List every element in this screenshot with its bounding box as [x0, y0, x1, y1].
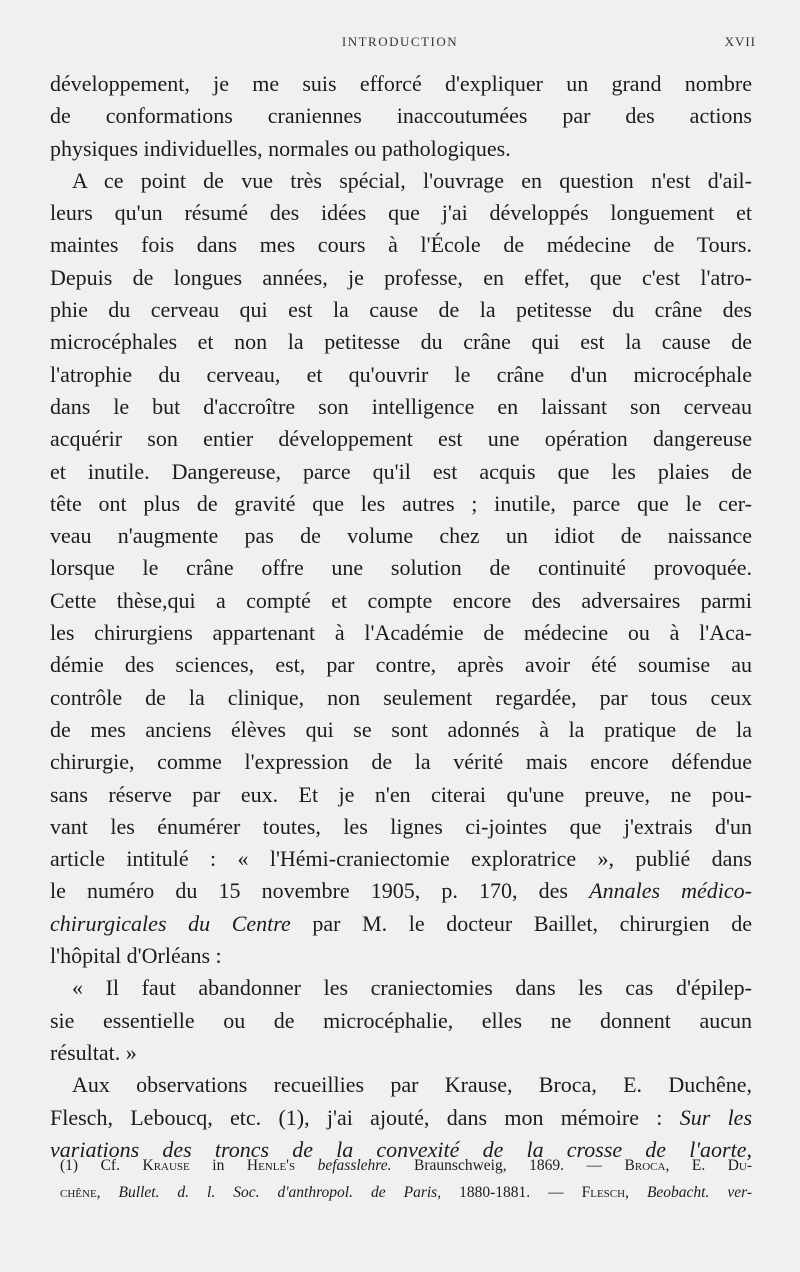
- text-line: leurs qu'un résumé des idées que j'ai développés longuement et: [50, 200, 752, 226]
- text-line: tête ont plus de gravité que les autres ; inutile, parce que le cer-: [50, 490, 752, 516]
- text-line: dans le but d'accroître son intelligence en laissant son cerveau: [50, 393, 752, 419]
- footnote-line: [60, 1179, 752, 1206]
- text-line: l'atrophie du cerveau, et qu'ouvrir le crâne d'un microcéphale: [50, 361, 752, 387]
- book-title: Beobacht. ver-: [646, 1184, 752, 1201]
- fn-text: in: [189, 1157, 247, 1174]
- journal-title: Annales médico-: [589, 878, 752, 904]
- quote-line: résultat. »: [50, 1039, 137, 1065]
- text-line: lorsque le crâne offre une solution de continuité provoquée.: [50, 555, 752, 581]
- text-line: microcéphales et non la petitesse du crâne qui est la cause de: [50, 329, 752, 355]
- running-title: INTRODUCTION: [341, 34, 459, 49]
- author-name: Krause: [142, 1157, 190, 1174]
- author-name: chêne: [60, 1184, 97, 1201]
- quote-line: sie essentielle ou de microcéphalie, elles ne donnent aucun: [50, 1007, 752, 1033]
- text-line: phie du cerveau qui est la cause de la petitesse du crâne des: [50, 297, 752, 323]
- text-line: et inutile. Dangereuse, parce qu'il est acquis que les plaies de: [50, 458, 752, 484]
- book-title: befasslehre.: [317, 1157, 392, 1174]
- page-number: XVII: [724, 34, 756, 49]
- footnotes: [60, 1152, 752, 1206]
- text-line: développement, je me suis efforcé d'expliquer un grand nombre: [50, 71, 752, 96]
- fn-text: (1) Cf.: [60, 1157, 143, 1174]
- text-line: article intitulé : « l'Hémi-craniectomie exploratrice », publié dans: [50, 846, 752, 872]
- text-line: acquérir son entier développement est une opération dangereuse: [50, 426, 752, 452]
- author-name: Henle's: [246, 1157, 296, 1174]
- text-line: [50, 1102, 752, 1134]
- text-line: démie des sciences, est, par contre, après avoir été soumise au: [50, 652, 752, 678]
- text-line: les chirurgiens appartenant à l'Académie de médecine ou à l'Aca-: [50, 620, 752, 646]
- text-line: de mes anciens élèves qui se sont adonnés à la pratique de la: [50, 716, 752, 742]
- text-line: chirurgie, comme l'expression de la vérité mais encore défendue: [50, 749, 752, 775]
- text-line: [50, 908, 752, 940]
- quote-line: « Il faut abandonner les craniectomies dans les cas d'épilep-: [72, 975, 752, 1001]
- fn-text: [295, 1157, 318, 1174]
- running-head: [0, 34, 800, 54]
- memoir-title: Sur les: [679, 1104, 752, 1130]
- text-fragment: le numéro du 15 novembre 1905, p. 170, des: [50, 878, 568, 904]
- text-line: physiques individuelles, normales ou pathologiques.: [50, 135, 511, 161]
- text-line: maintes fois dans mes cours à l'École de médecine de Tours.: [50, 232, 752, 258]
- text-line: A ce point de vue très spécial, l'ouvrage en question n'est d'ail-: [72, 167, 752, 193]
- text-line: Cette thèse,qui a compté et compte encore des adversaires parmi: [50, 587, 752, 613]
- author-name: Broca: [624, 1157, 666, 1174]
- author-name: Flesch: [581, 1184, 626, 1201]
- text-line: Depuis de longues années, je professe, en effet, que c'est l'atro-: [50, 264, 752, 290]
- text-line: [50, 875, 752, 907]
- journal-title-cont: chirurgicales du Centre: [50, 910, 291, 936]
- fn-text: ,: [625, 1184, 647, 1201]
- text-line: vant les énumérer toutes, les lignes ci-jointes que j'extrais d'un: [50, 813, 752, 839]
- text-line: Aux observations recueillies par Krause, Broca, E. Duchêne,: [72, 1072, 752, 1098]
- text-line: sans réserve par eux. Et je n'en citerai qu'une preuve, ne pou-: [50, 781, 752, 807]
- author-name: Du-: [727, 1157, 752, 1174]
- fn-text: ,: [96, 1184, 119, 1201]
- text-line: de conformations craniennes inaccoutumées par des actions: [50, 103, 752, 129]
- fn-text: , E.: [665, 1157, 728, 1174]
- footnote-line: [60, 1152, 752, 1179]
- journal-title: Bullet. d. l. Soc. d'anthropol. de Paris,: [118, 1184, 442, 1201]
- text-line: l'hôpital d'Orléans :: [50, 943, 222, 969]
- body-text: [50, 68, 752, 1166]
- fn-text: Braunschweig, 1869. —: [391, 1157, 625, 1174]
- text-fragment: Flesch, Leboucq, etc. (1), j'ai ajouté, dans mon mémoire :: [50, 1104, 663, 1130]
- memoir-title-cont: variations des troncs de la convexité de la crosse de l'aorte,: [50, 1136, 752, 1162]
- fn-text: 1880-1881. —: [441, 1184, 582, 1201]
- text-line: contrôle de la clinique, non seulement regardée, par tous ceux: [50, 684, 752, 710]
- text-line: veau n'augmente pas de volume chez un idiot de naissance: [50, 523, 752, 549]
- text-fragment: par M. le docteur Baillet, chirurgien de: [290, 910, 752, 936]
